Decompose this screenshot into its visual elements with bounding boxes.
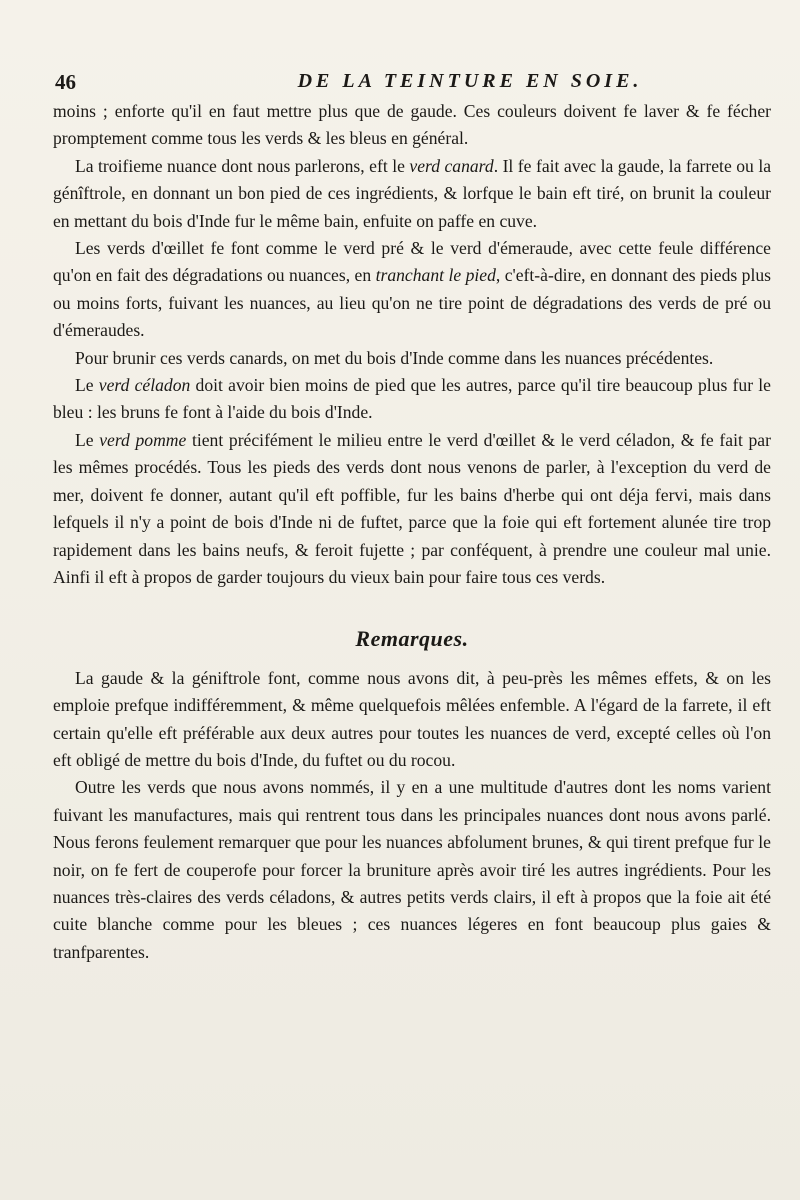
- text-segment: . Il fe fait avec la gaude, la farrete ou la génîftrole, en donnant un bon pied de ces ingrédients, & lorfque le bain eft tiré, on brunit la couleur en mettant du bois d'Inde fur le même bain, enfuite on paffe en cuve.: [53, 155, 772, 231]
- paragraph: [53, 372, 771, 427]
- paragraph: [53, 235, 771, 345]
- text-segment: Pour brunir ces verds canards, on met du bois d'Inde comme dans les nuances précédentes.: [75, 347, 714, 368]
- text-segment: Outre les verds que nous avons nommés, il y en a une multitude d'autres dont les noms varient fuivant les manufactures, mais qui rentrent tous dans les principales nuances dont nous avons parlé. Nous ferons feulement remarquer que pour les nuances abfolument brunes, & qui tirent prefque fur le noir, on fe fert de couperofe pour forcer la bruniture après avoir tiré les autres ingrédients. Pour les nuances très-claires des verds céladons, & autres petits verds clairs, il eft à propos que la foie ait été cuite blanche comme pour les bleues ; ces nuances légeres en font beaucoup plus gaies & tranfparentes.: [53, 777, 771, 962]
- text-segment: Le: [75, 375, 99, 396]
- text-segment: , c'eft-à-dire, en donnant des pieds plus ou moins forts, fuivant les nuances, au lieu qu'on ne tire point de dégradations des verds de pré ou d'émeraudes.: [53, 265, 772, 341]
- paragraph: [53, 345, 771, 372]
- paragraph: [53, 427, 771, 591]
- page-header: [55, 70, 765, 100]
- body-text: [53, 98, 771, 966]
- paragraph: [53, 774, 771, 966]
- text-segment: Le: [75, 429, 100, 450]
- paragraph: [53, 98, 771, 153]
- text-segment: La troifieme nuance dont nous parlerons, eft le: [75, 155, 410, 176]
- section-heading: [53, 625, 771, 652]
- italic-term: verd pomme: [99, 429, 187, 450]
- italic-term: verd céladon: [98, 375, 191, 396]
- italic-term: tranchant le pied: [375, 265, 496, 286]
- remarks-paragraphs: [53, 665, 771, 966]
- paragraph: [53, 153, 771, 235]
- text-segment: Les verds d'œillet fe font comme le verd pré & le verd d'émeraude, avec cette feule différence qu'on en fait des dégradations ou nuances, en: [53, 238, 771, 286]
- paragraph: [53, 665, 771, 775]
- text-segment: doit avoir bien moins de pied que les autres, parce qu'il tire beaucoup plus fur le bleu : les bruns fe font à l'aide du bois d'Inde.: [53, 375, 771, 423]
- text-segment: moins ; enforte qu'il en faut mettre plus que de gaude. Ces couleurs doivent fe laver & fe fécher promptement comme tous les verds & les bleus en général.: [53, 101, 771, 149]
- text-segment: La gaude & la géniftrole font, comme nous avons dit, à peu-près les mêmes effets, & on les emploie prefque indifféremment, & même quelquefois mêlées enfemble. A l'égard de la farrete, il eft certain qu'elle eft préférable aux deux autres pour toutes les nuances de verd, excepté celles où l'on eft obligé de mettre du bois d'Inde, du fuftet ou du rocou.: [53, 667, 771, 770]
- italic-term: verd canard: [409, 155, 494, 176]
- section-heading-text: Remarques.: [355, 626, 469, 652]
- running-head: DE LA TEINTURE EN SOIE.: [297, 70, 643, 92]
- main-paragraphs: [53, 98, 771, 591]
- text-segment: tient précifément le milieu entre le verd d'œillet & le verd céladon, & fe fait par les mêmes procédés. Tous les pieds des verds dont nous venons de parler, à l'exception du verd de mer, doivent fe donner, autant qu'il eft poffible, fur les bains d'herbe qui ont déja fervi, mais dans lefquels il n'y a point de bois d'Inde ni de fuftet, parce que la foie qui eft fortement alunée tire trop rapidement dans les bains neufs, & feroit fujette ; par conféquent, à prendre une couleur mal unie. Ainfi il eft à propos de garder toujours du vieux bain pour faire tous ces verds.: [53, 429, 771, 587]
- page-number: 46: [55, 70, 76, 94]
